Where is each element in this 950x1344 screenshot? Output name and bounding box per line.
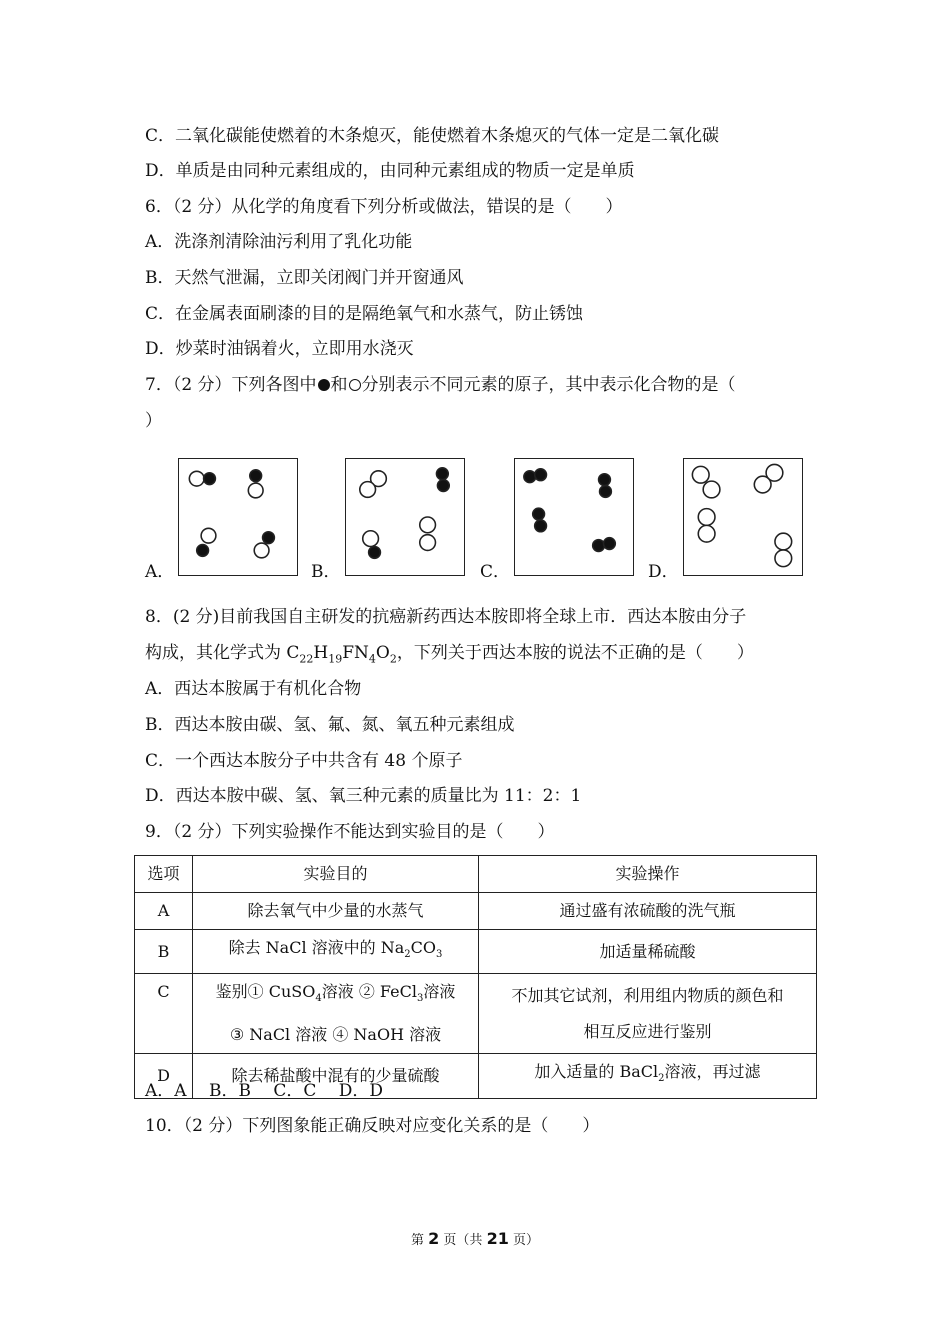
table-row: B 除去 NaCl 溶液中的 $Na_2CO_3$ 加适量稀硫酸: [135, 930, 817, 974]
q10-stem: 10．（2 分）下列图象能正确反映对应变化关系的是（ ）: [145, 1116, 600, 1136]
hollow-atom-icon: [349, 379, 361, 391]
q5-option-d: D．单质是由同种元素组成的，由同种元素组成的物质一定是单质: [145, 161, 635, 181]
q6-stem: 6．（2 分）从化学的角度看下列分析或做法，错误的是（ ）: [145, 197, 623, 217]
table-row: C 鉴别① CuSO$_4$溶液 ② FeCl$_3$溶液 ③ NaCl 溶液 ④ NaOH 溶液 不加其它试剂，利用组内物质的颜色和 相互反应进行鉴别: [135, 974, 817, 1054]
q8-stem-line2: 构成，其化学式为 $C_{22}H_{19}FN_4O_2$，下列关于西达本胺的说法不正确的是（ ）: [145, 643, 754, 666]
filled-atom-icon: [318, 379, 330, 391]
page-number: 2: [428, 1229, 440, 1248]
experiment-table: [134, 855, 817, 1099]
q8-option-d: D．西达本胺中碳、氢、氧三种元素的质量比为 11：2：1: [145, 786, 582, 806]
q6-option-a: A．洗涤剂清除油污利用了乳化功能: [145, 232, 413, 252]
q6-option-b: B．天然气泄漏，立即关闭阀门并开窗通风: [145, 268, 464, 288]
table-header-cell: 实验目的: [193, 856, 479, 893]
table-header-cell: 选项: [135, 856, 193, 893]
q8-stem-line1: 8．(2 分)目前我国自主研发的抗癌新药西达本胺即将全球上市．西达本胺由分子: [145, 607, 747, 627]
q7-diagram-a: [178, 458, 298, 576]
q7-label-a: A．: [145, 562, 175, 582]
q7-diagram-c: [514, 458, 634, 576]
page-total: 21: [486, 1229, 509, 1248]
table-row: D 除去稀盐酸中混有的少量硫酸 加入适量的 BaCl$_2$溶液，再过滤: [135, 1054, 817, 1098]
q8-option-b: B．西达本胺由碳、氢、氟、氮、氧五种元素组成: [145, 715, 515, 735]
q5-option-c: C．二氧化碳能使燃着的木条熄灭，能使燃着木条熄灭的气体一定是二氧化碳: [145, 126, 720, 146]
q7-stem: 7．（2 分）下列各图中 和 分别表示不同元素的原子，其中表示化合物的是（: [145, 375, 736, 395]
q8-option-c: C．一个西达本胺分子中共含有 48 个原子: [145, 751, 463, 771]
q9-stem: 9．（2 分）下列实验操作不能达到实验目的是（ ）: [145, 822, 555, 842]
q6-option-c: C．在金属表面刷漆的目的是隔绝氧气和水蒸气，防止锈蚀: [145, 304, 584, 324]
q6-option-d: D．炒菜时油锅着火，立即用水浇灭: [145, 339, 414, 359]
q9-answer-options: A．A B．B C．C D．D: [145, 1081, 384, 1101]
q7-stem-close: ）: [145, 411, 162, 431]
q7-label-c: C．: [480, 562, 511, 582]
q7-diagram-d: [683, 458, 803, 576]
table-header-cell: 实验操作: [479, 856, 817, 893]
q8-option-a: A．西达本胺属于有机化合物: [145, 679, 362, 699]
q7-label-b: B．: [311, 562, 341, 582]
q7-diagram-b: [345, 458, 465, 576]
page-footer: 第 2 页（共 21 页）: [411, 1229, 539, 1248]
q7-label-d: D．: [648, 562, 679, 582]
table-row: A 除去氧气中少量的水蒸气 通过盛有浓硫酸的洗气瓶: [135, 893, 817, 930]
table-header-row: [135, 856, 817, 893]
